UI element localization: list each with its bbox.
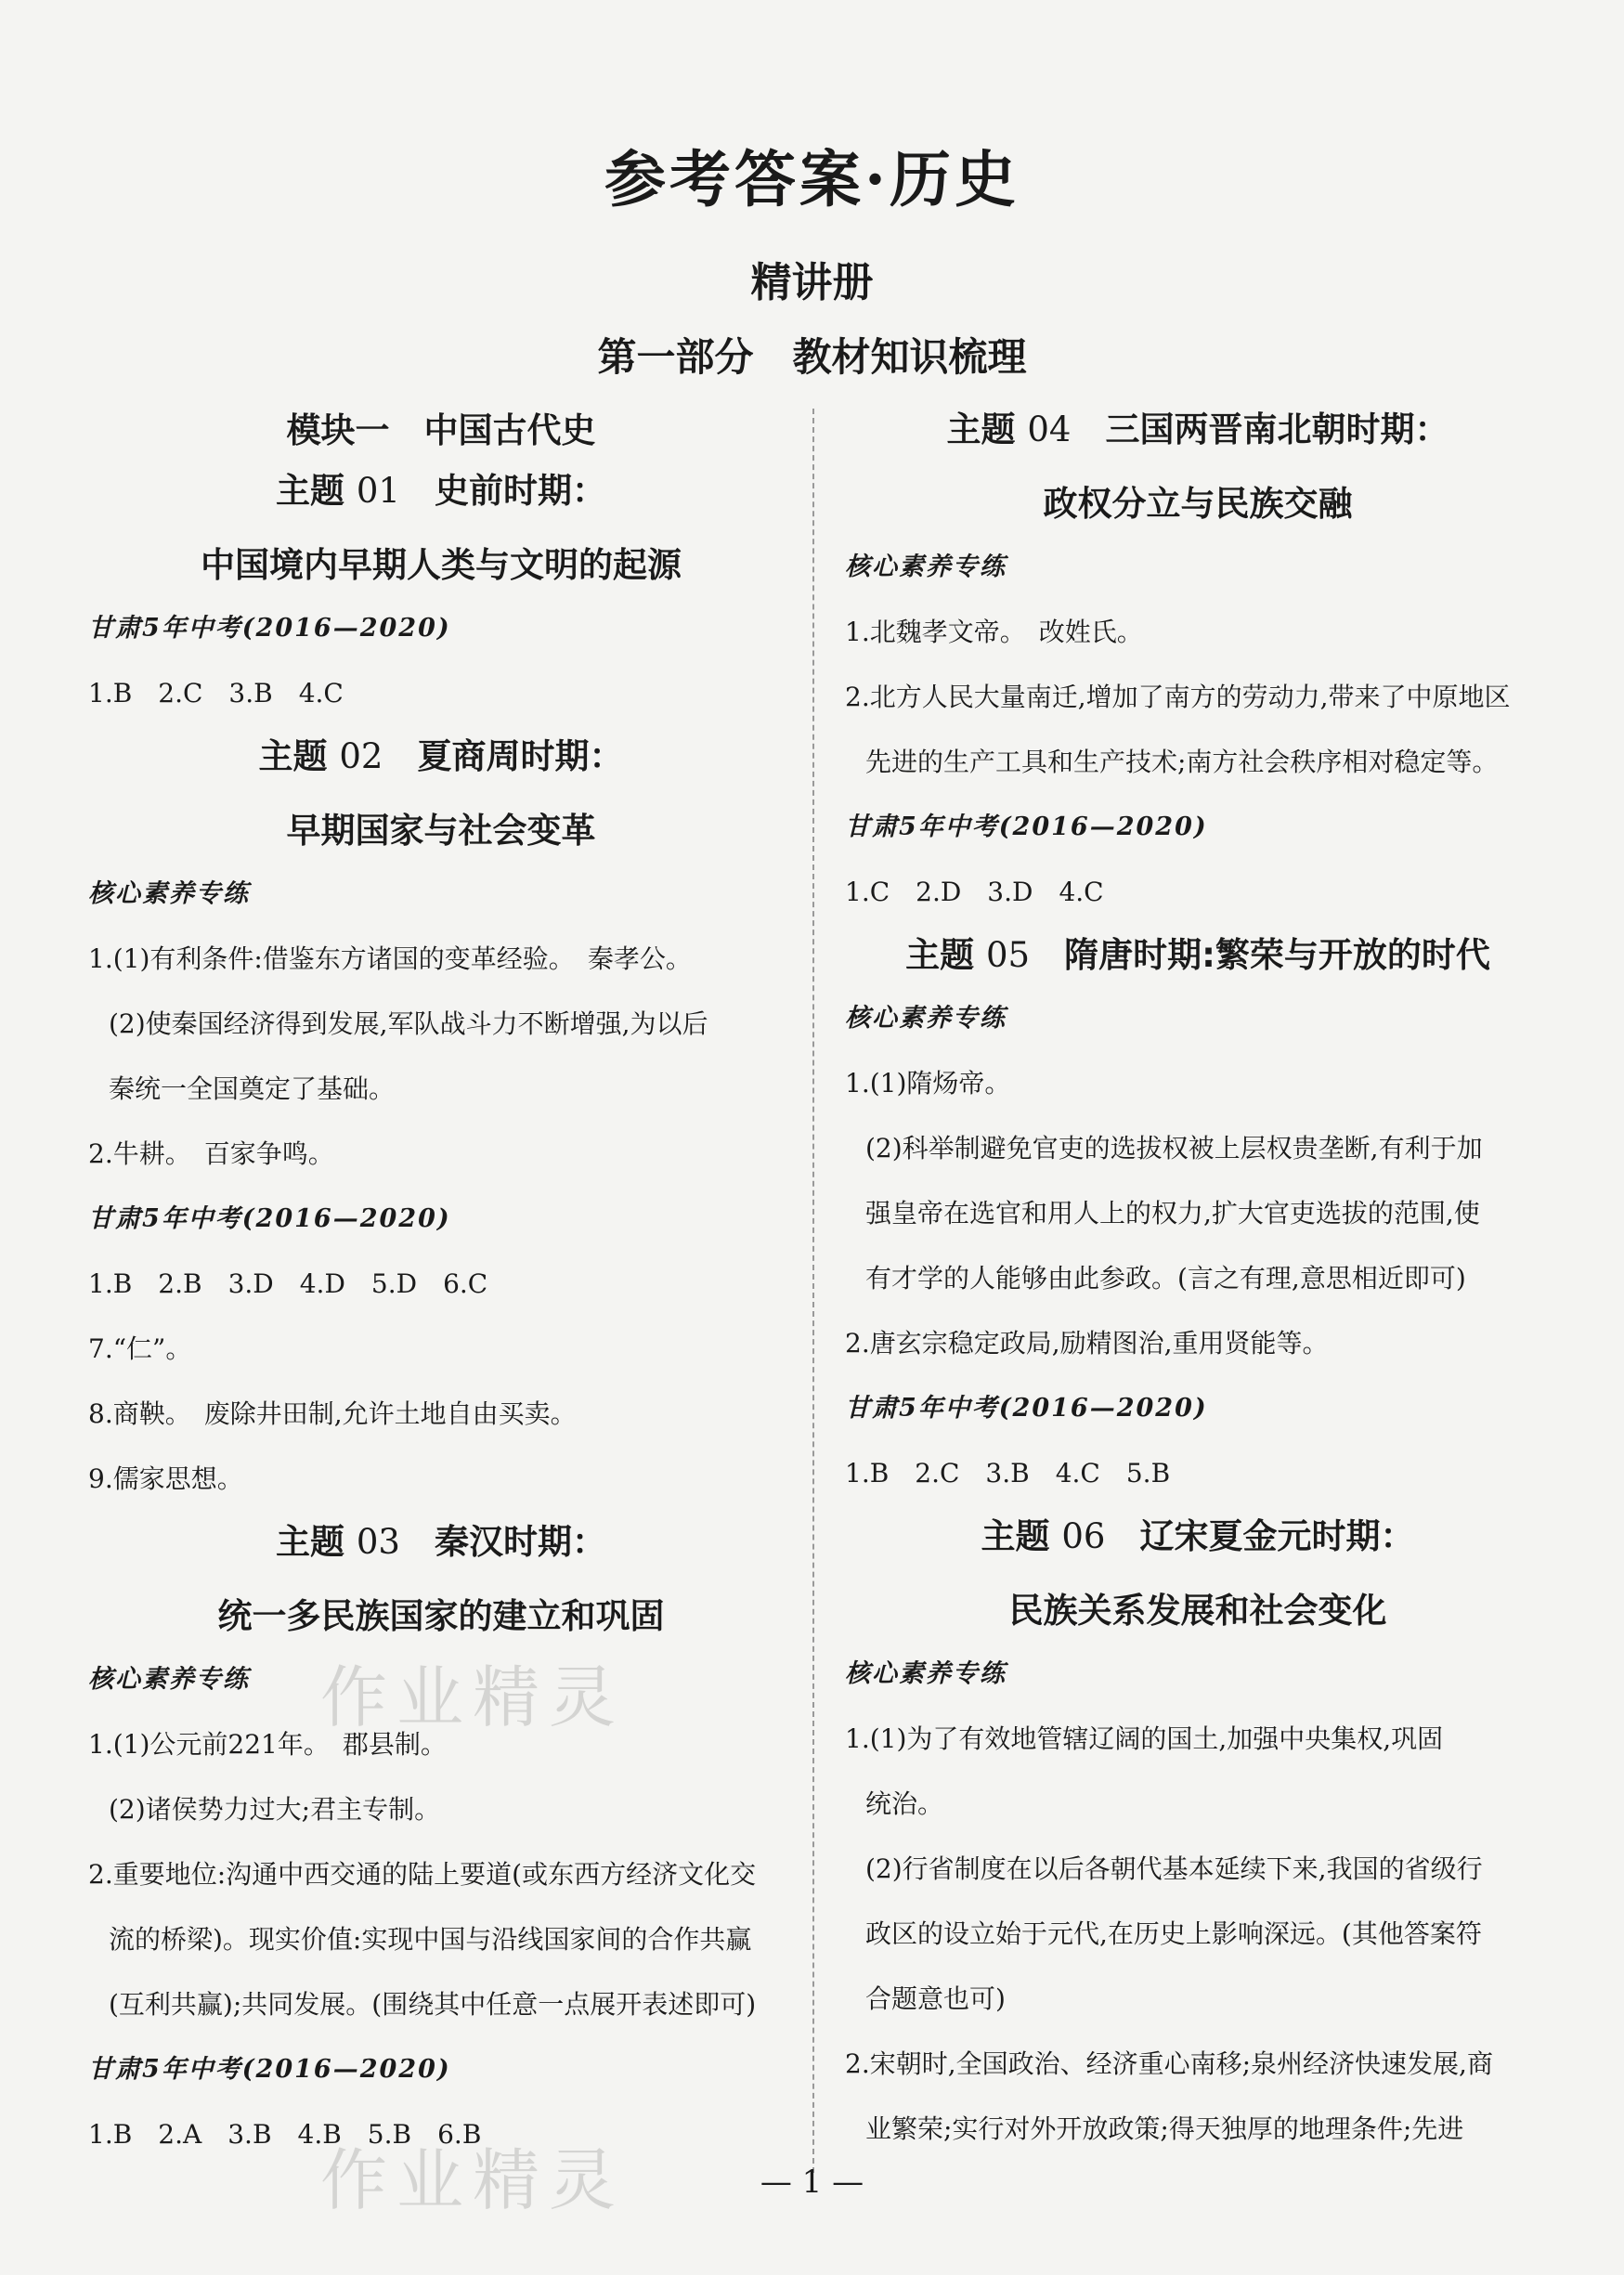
answer-line: 1.(1)有利条件:借鉴东方诸国的变革经验。 秦孝公。 [88, 943, 692, 974]
answer-line: 1.(1)为了有效地管辖辽阔的国土,加强中央集权,巩固 [845, 1723, 1444, 1754]
topic-04-subheading: 政权分立与民族交融 [1043, 484, 1353, 524]
answer-line: 强皇帝在选官和用人上的权力,扩大官吏选拔的范围,使 [865, 1198, 1480, 1228]
topic-06-subheading: 民族关系发展和社会变化 [1008, 1591, 1387, 1631]
answer-line: 2.宋朝时,全国政治、经济重心南移;泉州经济快速发展,商 [845, 2048, 1493, 2079]
answer-line: 1.B 2.C 3.B 4.C [88, 678, 344, 708]
core-practice-label: 核心素养专练 [845, 552, 1007, 581]
answer-line: (互利共赢);共同发展。(围绕其中任意一点展开表述即可) [109, 1989, 757, 2020]
watermark: 作业精灵 [320, 1658, 626, 1736]
topic-06-heading: 主题 06 辽宋夏金元时期： [981, 1516, 1415, 1556]
answer-line: 2.唐玄宗稳定政局,励精图治,重用贤能等。 [845, 1328, 1329, 1358]
topic-01-heading: 主题 01 史前时期： [276, 471, 606, 511]
answer-line: 先进的生产工具和生产技术;南方社会秩序相对稳定等。 [865, 747, 1499, 777]
answer-line: 1.(1)公元前221年。 郡县制。 [88, 1729, 447, 1760]
exam-label: 甘肃5年中考(2016—2020) [845, 1394, 1208, 1423]
answer-line: (2)科举制避免官吏的选拔权被上层权贵垄断,有利于加 [865, 1133, 1483, 1164]
core-practice-label: 核心素养专练 [88, 1665, 250, 1694]
topic-03-heading: 主题 03 秦汉时期： [276, 1522, 606, 1562]
book-subtitle: 精讲册 [750, 259, 874, 306]
answer-line: 1.B 2.B 3.D 4.D 5.D 6.C [88, 1268, 488, 1299]
answer-line: 流的桥梁)。现实价值:实现中国与沿线国家间的合作共赢 [109, 1924, 752, 1955]
answer-line: 1.(1)隋炀帝。 [845, 1068, 1011, 1098]
part-title: 第一部分 教材知识梳理 [597, 334, 1027, 380]
topic-05-heading: 主题 05 隋唐时期:繁荣与开放的时代 [905, 935, 1490, 975]
answer-line: 8.商鞅。 废除井田制,允许土地自由买卖。 [88, 1398, 577, 1429]
exam-label: 甘肃5年中考(2016—2020) [88, 1204, 451, 1233]
core-practice-label: 核心素养专练 [88, 879, 250, 908]
core-practice-label: 核心素养专练 [845, 1004, 1007, 1033]
topic-02-subheading: 早期国家与社会变革 [286, 811, 596, 851]
answer-line: (2)诸侯势力过大;君主专制。 [109, 1794, 441, 1825]
module-heading: 模块一 中国古代史 [286, 410, 596, 450]
answer-line: 有才学的人能够由此参政。(言之有理,意思相近即可) [865, 1263, 1466, 1294]
answer-line: 2.北方人民大量南迁,增加了南方的劳动力,带来了中原地区 [845, 682, 1511, 712]
page-number: — 1 — [760, 2164, 864, 2201]
answer-line: (2)行省制度在以后各朝代基本延续下来,我国的省级行 [865, 1853, 1483, 1884]
answer-line: 统治。 [865, 1788, 944, 1819]
answer-line: (2)使秦国经济得到发展,军队战斗力不断增强,为以后 [109, 1008, 708, 1039]
page-title: 参考答案·历史 [604, 143, 1020, 215]
answer-line: 政区的设立始于元代,在历史上影响深远。(其他答案符 [865, 1918, 1482, 1949]
answer-line: 1.C 2.D 3.D 4.C [845, 877, 1104, 907]
topic-02-heading: 主题 02 夏商周时期： [258, 736, 624, 776]
exam-label: 甘肃5年中考(2016—2020) [845, 812, 1208, 841]
topic-03-subheading: 统一多民族国家的建立和巩固 [217, 1596, 665, 1636]
answer-line: 2.重要地位:沟通中西交通的陆上要道(或东西方经济文化交 [88, 1859, 757, 1890]
answer-line: 秦统一全国奠定了基础。 [109, 1073, 396, 1104]
column-divider [812, 409, 814, 2173]
right-column [845, 399, 1551, 2162]
answer-line: 7.“仁”。 [88, 1333, 192, 1364]
topic-01-subheading: 中国境内早期人类与文明的起源 [201, 545, 682, 585]
answer-line: 业繁荣;实行对外开放政策;得天独厚的地理条件;先进 [865, 2113, 1464, 2144]
answer-line: 1.B 2.A 3.B 4.B 5.B 6.B [88, 2119, 482, 2150]
answer-line: 1.北魏孝文帝。 改姓氏。 [845, 617, 1143, 647]
left-column [88, 399, 794, 2167]
answer-line: 合题意也可) [865, 1983, 1006, 2014]
exam-label: 甘肃5年中考(2016—2020) [88, 2055, 451, 2084]
answer-line: 2.牛耕。 百家争鸣。 [88, 1138, 334, 1169]
topic-04-heading: 主题 04 三国两晋南北朝时期： [946, 410, 1449, 449]
exam-label: 甘肃5年中考(2016—2020) [88, 614, 451, 643]
core-practice-label: 核心素养专练 [845, 1659, 1007, 1688]
answer-line: 9.儒家思想。 [88, 1463, 243, 1494]
answer-line: 1.B 2.C 3.B 4.C 5.B [845, 1458, 1171, 1488]
watermark: 作业精灵 [320, 2141, 626, 2219]
